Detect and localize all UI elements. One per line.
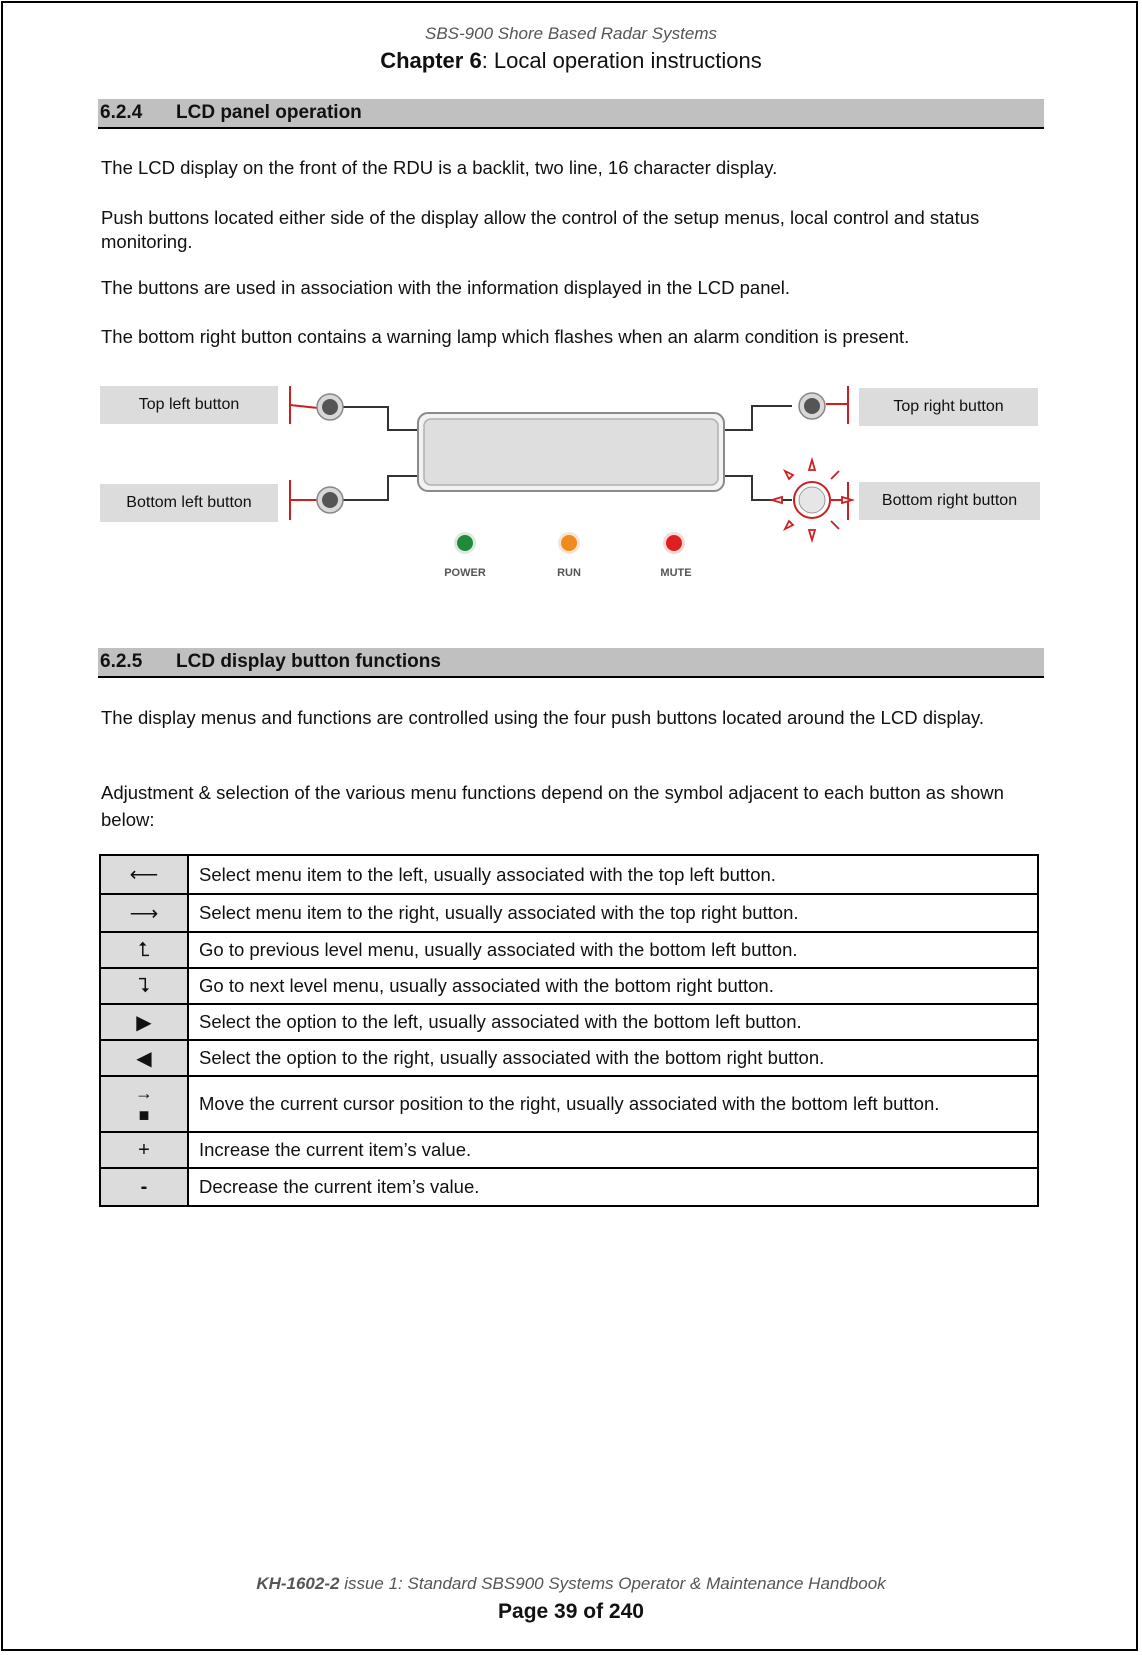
label-bottom-left-button: Bottom left button (100, 484, 278, 522)
table-row (100, 1168, 1038, 1206)
page-number: Page 39 of 240 (498, 1600, 644, 1623)
paragraph: The LCD display on the front of the RDU is a backlit, two line, 16 character display. (101, 157, 778, 178)
function-description: Go to next level menu, usually associated with the bottom right button. (188, 968, 1038, 1004)
lamp-label-power: POWER (444, 567, 486, 579)
function-description: Select menu item to the right, usually associated with the top right button. (188, 894, 1038, 932)
paragraph: The bottom right button contains a warning lamp which flashes when an alarm condition is present. (101, 326, 910, 347)
function-description: Select the option to the right, usually associated with the bottom right button. (188, 1040, 1038, 1076)
table-row (100, 1132, 1038, 1168)
table-row (100, 1004, 1038, 1040)
footer-doc-id: KH-1602-2 (256, 1574, 340, 1593)
table-row (100, 855, 1038, 894)
lcd-panel-diagram (0, 0, 1142, 640)
function-description: Go to previous level menu, usually associated with the bottom left button. (188, 932, 1038, 968)
level-up-icon: ⮤ (100, 932, 188, 968)
top-right-button-icon (799, 393, 825, 419)
table-row (100, 932, 1038, 968)
section-heading-6-2-5 (98, 648, 1044, 678)
footer-document-line (0, 1574, 1142, 1594)
arrow-left-icon: ⟵ (100, 855, 188, 894)
arrow-right-icon: ⟶ (100, 894, 188, 932)
plus-icon: + (100, 1132, 188, 1168)
footer-doc-description: issue 1: Standard SBS900 Systems Operator & Maintenance Handbook (339, 1574, 886, 1593)
top-left-button-icon (317, 394, 343, 420)
lamp-power (444, 532, 486, 579)
lamp-mute (660, 532, 691, 579)
paragraph: Push buttons located either side of the display allow the control of the setup menus, local control and status monitoring. (101, 207, 980, 252)
section-title: LCD panel operation (176, 102, 362, 123)
chapter-title: : Local operation instructions (481, 48, 762, 73)
function-description: Increase the current item’s value. (188, 1132, 1038, 1168)
paragraph: Adjustment & selection of the various menu functions depend on the symbol adjacent to each button as shown below: (101, 782, 1004, 830)
label-bottom-right-button: Bottom right button (859, 482, 1040, 520)
table-row (100, 1040, 1038, 1076)
function-description: Select the option to the left, usually associated with the bottom left button. (188, 1004, 1038, 1040)
table-row (100, 1076, 1038, 1132)
paragraph: The buttons are used in association with the information displayed in the LCD panel. (101, 277, 791, 298)
paragraph: The display menus and functions are controlled using the four push buttons located around the LCD display. (101, 707, 985, 728)
label-top-right-button: Top right button (859, 388, 1038, 426)
lamp-run (557, 532, 581, 579)
lamp-label-mute: MUTE (660, 567, 692, 579)
function-description: Decrease the current item’s value. (188, 1168, 1038, 1206)
button-functions-table (99, 854, 1039, 1207)
minus-icon: - (100, 1168, 188, 1206)
label-top-left-button: Top left button (100, 386, 278, 424)
section-number: 6.2.5 (100, 651, 143, 672)
bottom-left-button-icon (317, 487, 343, 513)
lamp-label-run: RUN (557, 567, 581, 579)
section-title: LCD display button functions (176, 651, 441, 672)
table-row (100, 968, 1038, 1004)
cursor-right-icon: → ■ (100, 1076, 188, 1132)
chapter-label: Chapter 6 (380, 48, 482, 73)
level-down-icon: ⮧ (100, 968, 188, 1004)
section-number: 6.2.4 (100, 102, 143, 123)
triangle-right-icon: ▶ (100, 1004, 188, 1040)
table-row (100, 894, 1038, 932)
triangle-left-icon: ◀ (100, 1040, 188, 1076)
function-description: Move the current cursor position to the right, usually associated with the bottom left button. (188, 1076, 1038, 1132)
lcd-screen (418, 413, 724, 491)
document-title: SBS-900 Shore Based Radar Systems (425, 24, 717, 43)
function-description: Select menu item to the left, usually associated with the top left button. (188, 855, 1038, 894)
